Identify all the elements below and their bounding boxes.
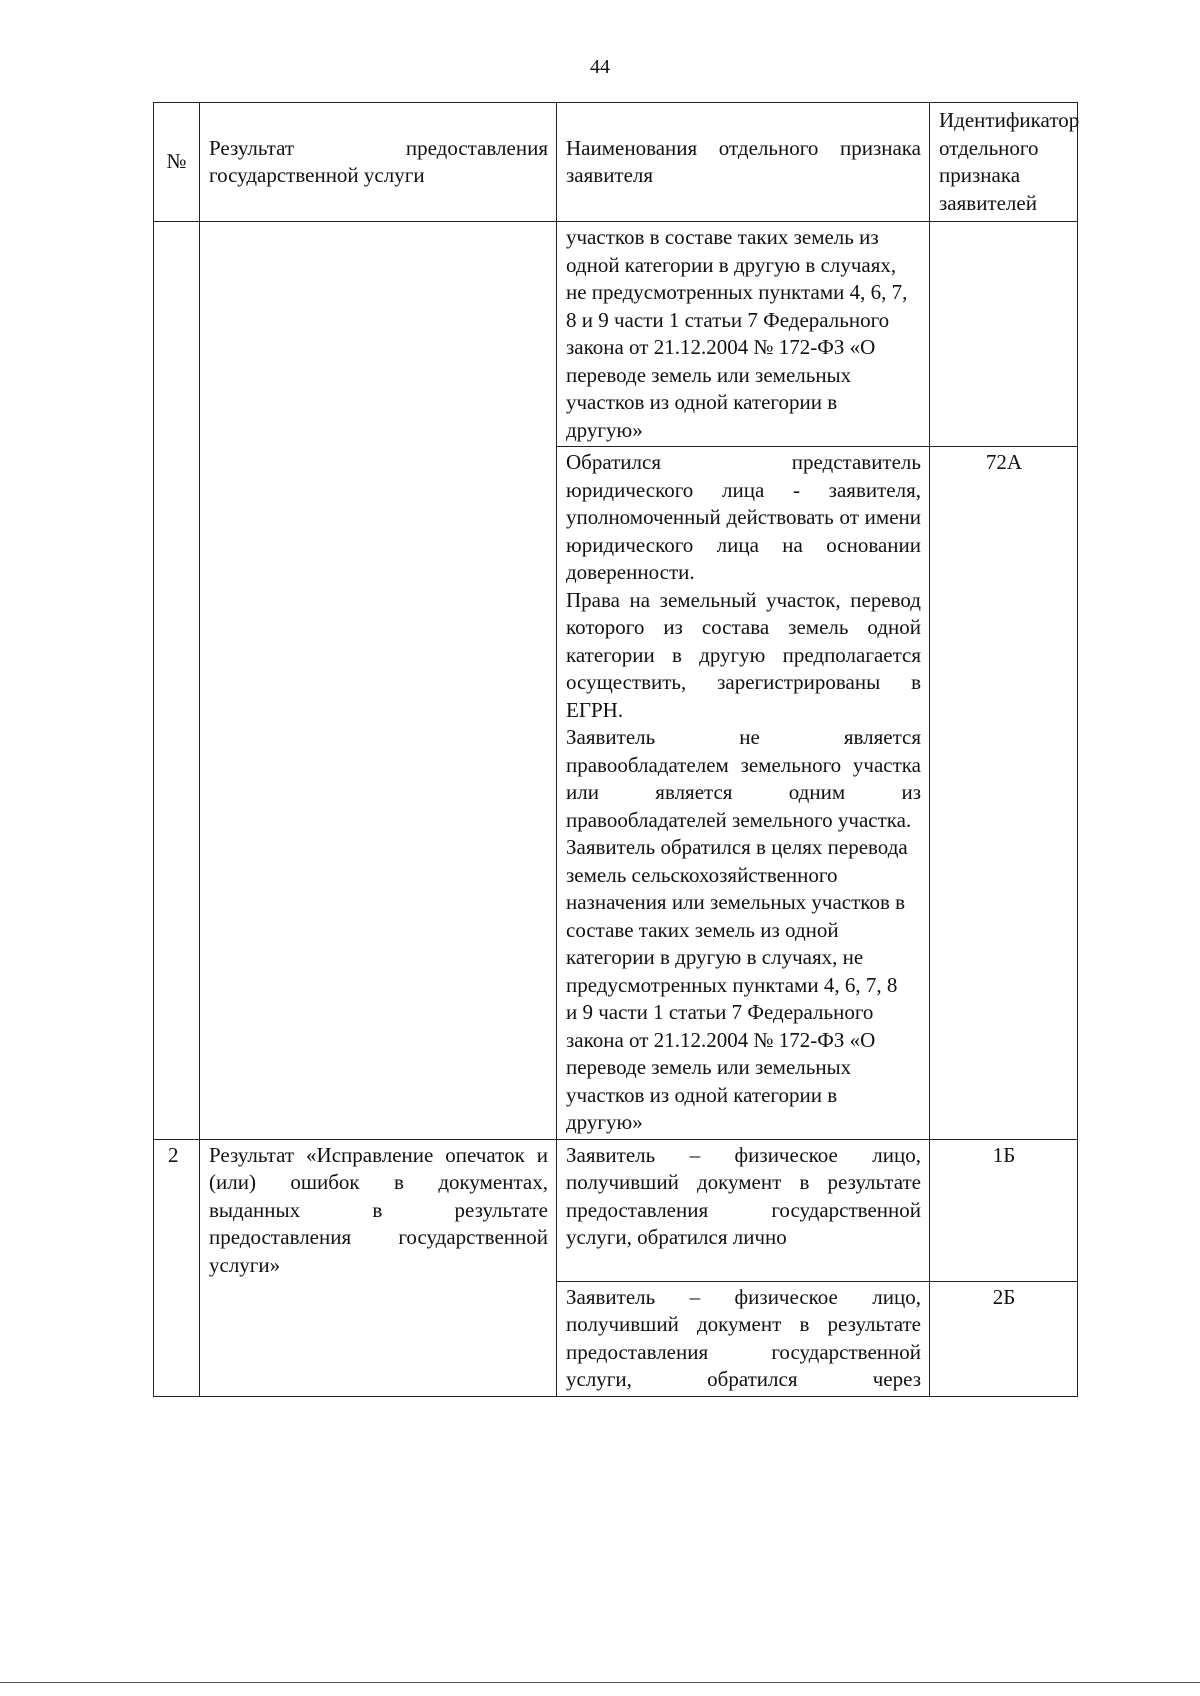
row-criterion-cell [557,1281,930,1396]
row-result-cell [200,447,557,1140]
row-criterion-cell [557,222,930,447]
header-result-text: Результат предоставления государственной услуги [209,135,548,187]
criterion-paragraph: Заявитель – физическое лицо, получивший документ в результате предоставления государственной услуги, обратился через [566,1284,921,1391]
criterion-paragraph: Обратился представитель юридического лица - заявителя, уполномоченный действовать от имени юридического лица на основании доверенности. [566,450,921,584]
row-identifier-cell: 2Б [930,1281,1078,1396]
criterion-paragraph: Права на земельный участок, перевод которого из состава земель одной категории в другую предполагается осуществить, зарегистрированы в ЕГРН. [566,587,921,722]
row-result-cell [200,1139,557,1281]
row-number-cell: 2 [154,1139,200,1281]
table-row [154,222,1078,447]
row-criterion-cell [557,1139,930,1281]
row-identifier-cell: 1Б [930,1139,1078,1281]
row-result-cell [200,1281,557,1396]
row-number-cell [154,1281,200,1396]
table-header-row [154,103,1078,222]
row-identifier-cell: 72А [930,447,1078,1140]
scan-edge-line [0,1682,1200,1683]
header-result [200,103,557,222]
row-result-cell [200,222,557,447]
header-identifier: Идентификатор отдельного признака заявителей [930,103,1078,222]
table-row [154,1281,1078,1396]
header-criterion [557,103,930,222]
criterion-paragraph: Заявитель не является правообладателем земельного участка или является одним из правообладателей земельного участка. [566,725,921,832]
row-number-cell [154,222,200,447]
criterion-paragraph: участков в составе таких земель из одной категории в другую в случаях, не предусмотренных пунктами 4, 6, 7, 8 и 9 части 1 статьи 7 Федерального закона от 21.12.2004 № 172-ФЗ «О переводе земель или земельных участков из одной категории в другую» [566,225,908,442]
header-criterion-text: Наименования отдельного признака заявителя [566,135,921,187]
row-number-cell [154,447,200,1140]
table-row [154,447,1078,1140]
criterion-paragraph: Заявитель обратился в целях перевода земель сельскохозяйственного назначения или земельных участков в составе таких земель из одной категории в другую в случаях, не предусмотренных пунктами 4, 6, 7, 8 и 9 части 1 статьи 7 Федерального закона от 21.12.2004 № 172-ФЗ «О переводе земель или земельных участков из одной категории в другую» [566,835,908,1134]
applicant-criteria-table [153,102,1078,1397]
result-text: Результат «Исправление опечаток и (или) ошибок в документах, выданных в результате предоставления государственной услуги» [209,1142,548,1277]
table-row [154,1139,1078,1281]
row-identifier-cell [930,222,1078,447]
header-number: № [154,103,200,222]
page-number: 44 [590,56,610,78]
row-criterion-cell [557,447,930,1140]
criterion-paragraph: Заявитель – физическое лицо, получивший документ в результате предоставления государственной услуги, обратился лично [566,1142,921,1249]
